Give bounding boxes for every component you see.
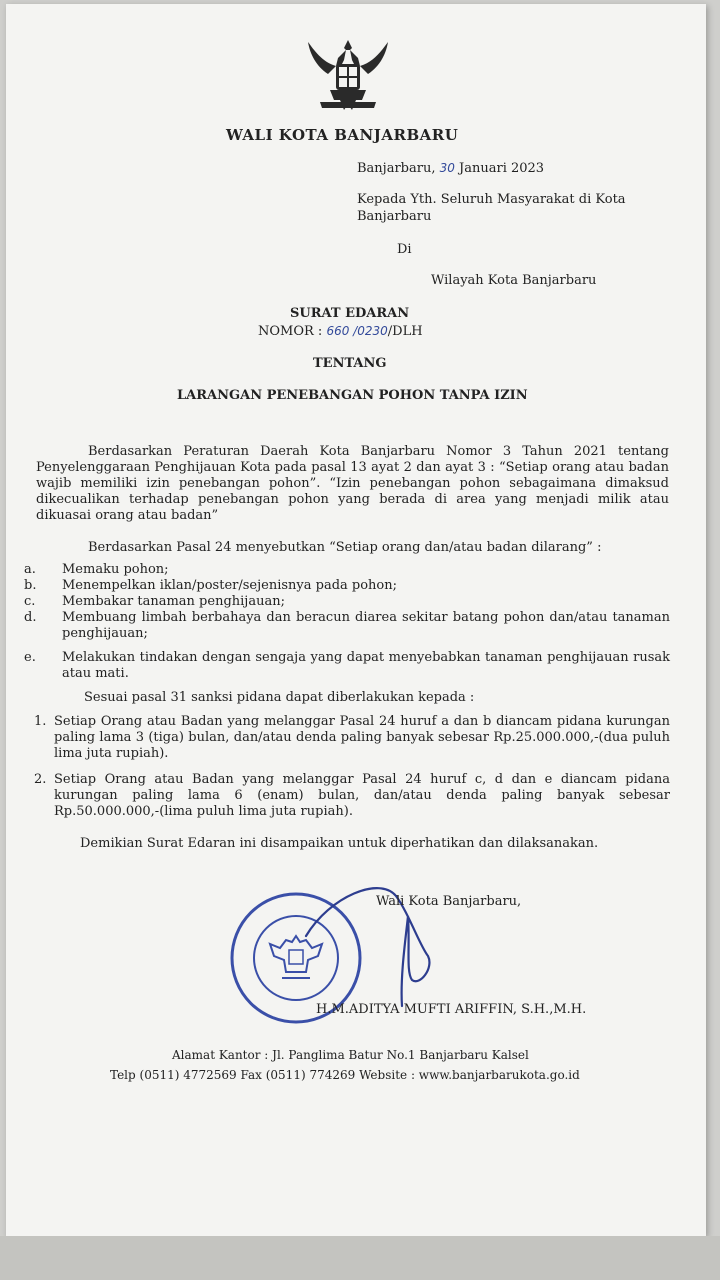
list-marker: d. (24, 610, 37, 625)
signatory-office: Wali Kota Banjarbaru, (376, 894, 522, 909)
recipient-line-2: Banjarbaru (357, 209, 432, 224)
list-text: Setiap Orang atau Badan yang melanggar Pasal 24 huruf c, d dan e diancam pidana kurungan paling lama 6 (enam) bulan, dan/atau denda paling banyak sebesar Rp.50.000.000,-(lima puluh lima juta rupiah). (54, 772, 670, 819)
subject-title: LARANGAN PENEBANGAN POHON TANPA IZIN (177, 388, 528, 403)
garuda-emblem-icon (300, 36, 396, 116)
list-text: Membakar tanaman penghijauan; (62, 594, 285, 609)
list-item (24, 594, 670, 610)
list-item (24, 578, 670, 594)
list-item (34, 714, 670, 762)
list-item (24, 562, 670, 578)
signatory-name: H.M.ADITYA MUFTI ARIFFIN, S.H.,M.H. (316, 1002, 587, 1017)
footer-address: Alamat Kantor : Jl. Panglima Batur No.1 Banjarbaru Kalsel (172, 1048, 529, 1062)
paragraph-article-31: Sesuai pasal 31 sanksi pidana dapat diberlakukan kepada : (84, 690, 475, 705)
closing-statement: Demikian Surat Edaran ini disampaikan untuk diperhatikan dan dilaksanakan. (80, 836, 599, 851)
list-marker: a. (24, 562, 36, 577)
paragraph-article-24: Berdasarkan Pasal 24 menyebutkan “Setiap orang dan/atau badan dilarang” : (88, 540, 602, 555)
recipient-line-1: Kepada Yth. Seluruh Masyarakat di Kota (357, 192, 626, 207)
list-marker: 1. (34, 714, 47, 729)
prohibition-list (24, 562, 670, 682)
list-item (34, 772, 670, 820)
date-place: Banjarbaru, (357, 161, 436, 176)
background-surface (0, 1236, 720, 1280)
list-marker: e. (24, 650, 36, 665)
recipient-region: Wilayah Kota Banjarbaru (431, 273, 597, 288)
number-prefix: NOMOR : (258, 324, 323, 339)
list-text: Setiap Orang atau Badan yang melanggar Pasal 24 huruf a dan b diancam pidana kurungan paling lama 3 (tiga) bulan, dan/atau denda paling banyak sebesar Rp.25.000.000,-(dua puluh lima juta rupiah). (54, 714, 670, 761)
list-item (24, 610, 670, 642)
document-number (258, 323, 423, 340)
date-month-year: Januari 2023 (459, 161, 545, 176)
list-marker: b. (24, 578, 37, 593)
list-marker: c. (24, 594, 36, 609)
list-text: Membuang limbah berbahaya dan beracun diarea sekitar batang pohon dan/atau tanaman penghijauan; (62, 610, 670, 641)
list-text: Melakukan tindakan dengan sengaja yang dapat menyebabkan tanaman penghijauan rusak atau mati. (62, 650, 670, 681)
list-text: Memaku pohon; (62, 562, 169, 577)
paragraph-legal-basis: Berdasarkan Peraturan Daerah Kota Banjarbaru Nomor 3 Tahun 2021 tentang Penyelenggaraan Penghijauan Kota pada pasal 13 ayat 2 dan ayat 3 : “Setiap orang atau badan wajib memiliki izin penebangan pohon”. “Izin penebangan pohon sebagaimana dimaksud dikecualikan terhadap penebangan pohon yang berada di area yang menjadi milik atau dikuasai orang atau badan” (36, 444, 669, 523)
footer-contact: Telp (0511) 4772569 Fax (0511) 774269 Website : www.banjarbarukota.go.id (110, 1068, 580, 1082)
recipient-di: Di (397, 242, 412, 257)
date-line (357, 160, 544, 177)
number-suffix: /DLH (387, 324, 423, 339)
letterhead-title: WALI KOTA BANJARBARU (226, 126, 459, 144)
list-item (24, 650, 670, 682)
date-day: 30 (439, 161, 455, 175)
document-type: SURAT EDARAN (290, 306, 410, 321)
sanction-list (34, 714, 670, 820)
number-handwritten: 660 /0230 (326, 324, 388, 338)
list-marker: 2. (34, 772, 47, 787)
list-text: Menempelkan iklan/poster/sejenisnya pada pohon; (62, 578, 397, 593)
about-label: TENTANG (313, 356, 387, 371)
